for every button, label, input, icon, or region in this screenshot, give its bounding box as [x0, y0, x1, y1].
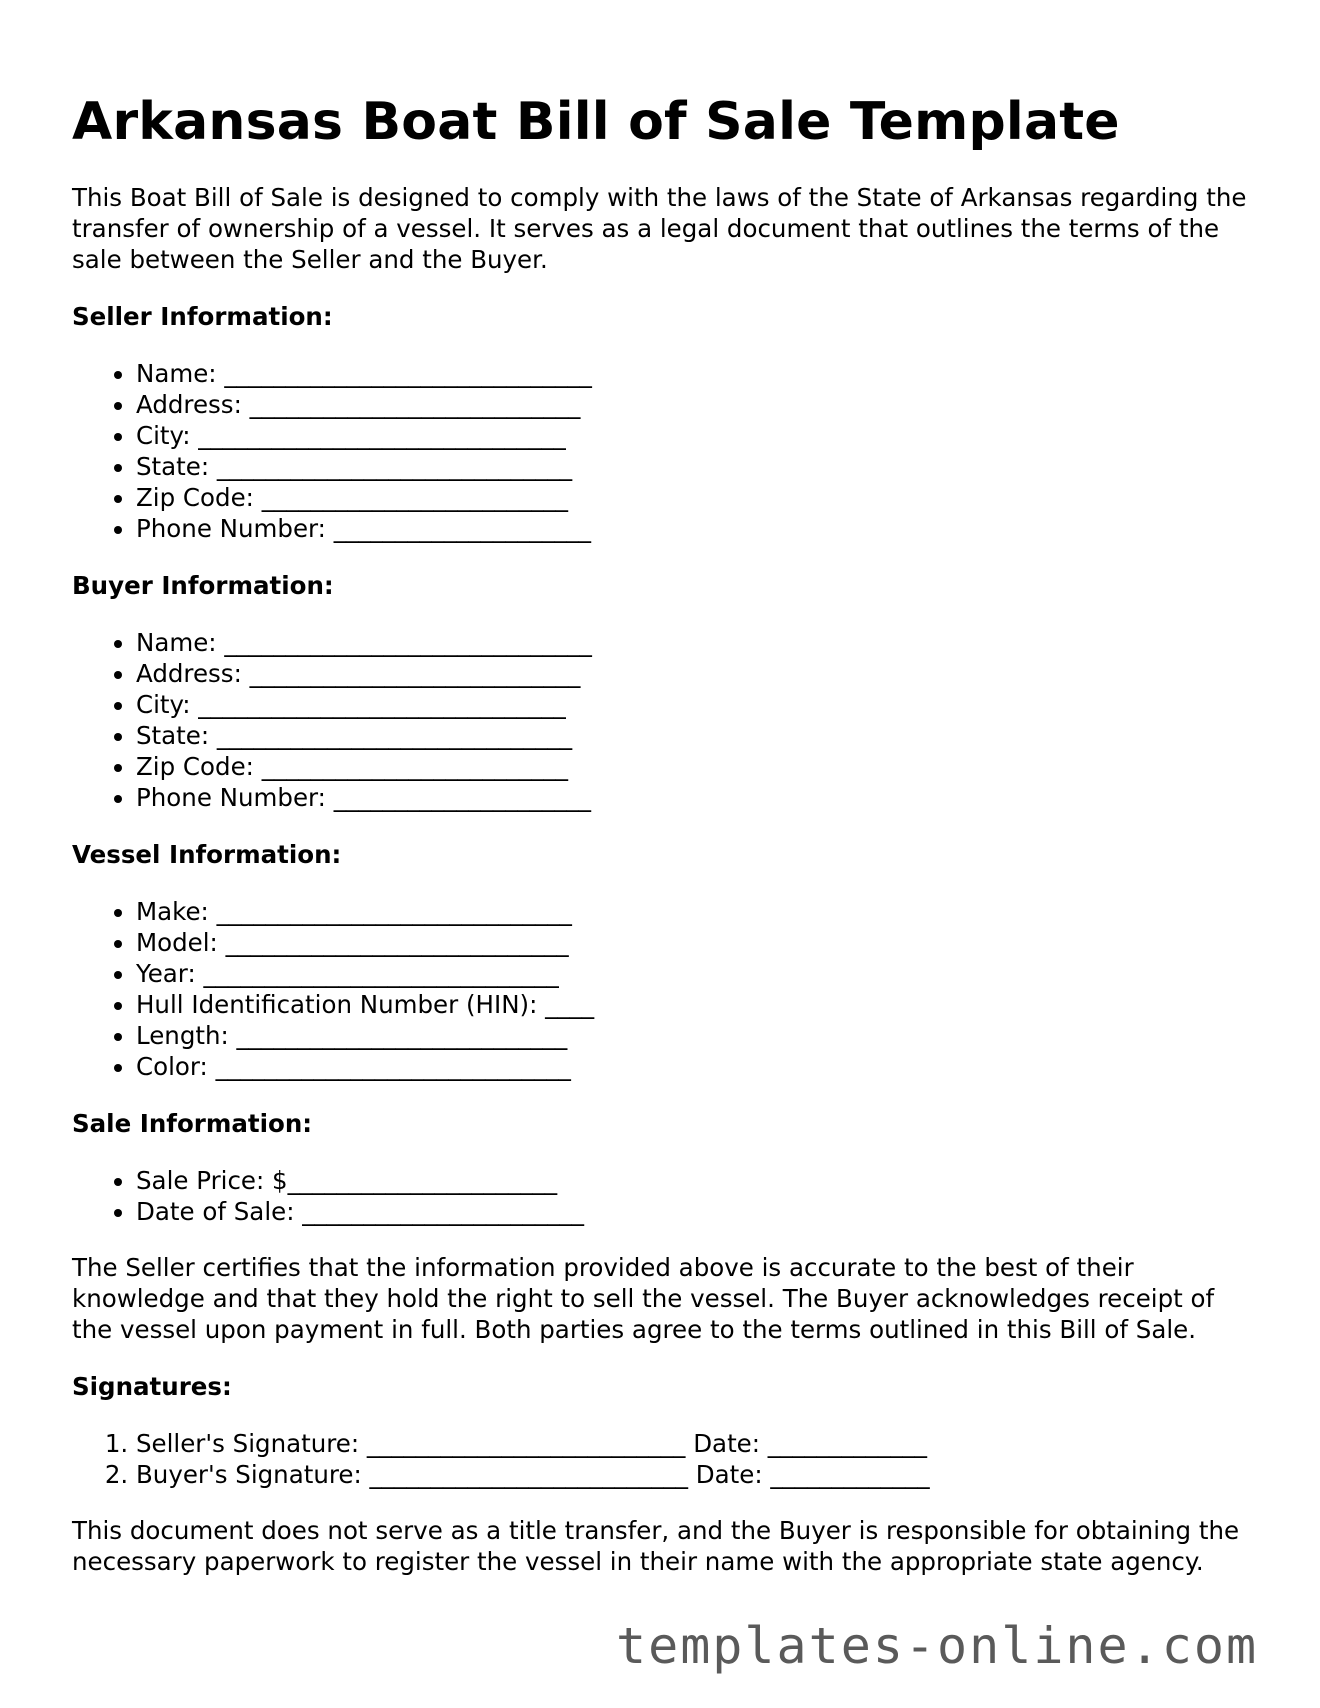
watermark-text: templates-online.com [616, 1617, 1259, 1675]
seller-city-field: • City: ______________________________ [136, 420, 1262, 451]
closing-paragraph: This document does not serve as a title transfer, and the Buyer is responsible for obtaining the necessary paperwork to register the vessel in their name with the appropriate state agency. [72, 1516, 1240, 1576]
sale-field-list [72, 1165, 1262, 1227]
buyer-name-field: • Name: ______________________________ [136, 627, 1262, 658]
buyer-state-field: • State: _____________________________ [136, 720, 1262, 751]
vessel-make-field: • Make: _____________________________ [136, 896, 1262, 927]
buyer-city-field: • City: ______________________________ [136, 689, 1262, 720]
seller-address-field: • Address: ___________________________ [136, 389, 1262, 420]
sale-date-field: • Date of Sale: _______________________ [136, 1196, 1262, 1227]
buyer-signature-line: 2. Buyer's Signature: __________________________ Date: _____________ [136, 1459, 1262, 1490]
seller-state-field: • State: _____________________________ [136, 451, 1262, 482]
signatures-section-heading: Signatures: [72, 1372, 232, 1401]
vessel-length-field: • Length: ___________________________ [136, 1020, 1262, 1051]
intro-paragraph: This Boat Bill of Sale is designed to comply with the laws of the State of Arkansas regarding the transfer of ownership of a vessel. It serves as a legal document that outlines the terms of the sale between the Seller and the Buyer. [72, 183, 1247, 274]
vessel-color-field: • Color: _____________________________ [136, 1051, 1262, 1082]
seller-section-heading: Seller Information: [72, 302, 333, 331]
page-title: Arkansas Boat Bill of Sale Template [72, 92, 1120, 152]
seller-zip-field: • Zip Code: _________________________ [136, 482, 1262, 513]
seller-field-list [72, 358, 1262, 544]
buyer-address-field: • Address: ___________________________ [136, 658, 1262, 689]
vessel-field-list [72, 896, 1262, 1082]
sale-price-field: • Sale Price: $______________________ [136, 1165, 1262, 1196]
buyer-field-list [72, 627, 1262, 813]
buyer-phone-field: • Phone Number: _____________________ [136, 782, 1262, 813]
vessel-hin-field: • Hull Identification Number (HIN): ____ [136, 989, 1262, 1020]
vessel-year-field: • Year: _____________________________ [136, 958, 1262, 989]
buyer-section-heading: Buyer Information: [72, 571, 334, 600]
signature-list [72, 1428, 1262, 1490]
vessel-section-heading: Vessel Information: [72, 840, 342, 869]
seller-name-field: • Name: ______________________________ [136, 358, 1262, 389]
document-page [72, 0, 1262, 1577]
buyer-zip-field: • Zip Code: _________________________ [136, 751, 1262, 782]
seller-phone-field: • Phone Number: _____________________ [136, 513, 1262, 544]
sale-section-heading: Sale Information: [72, 1109, 313, 1138]
certification-paragraph: The Seller certifies that the information provided above is accurate to the best of their knowledge and that they hold the right to sell the vessel. The Buyer acknowledges receipt of the vessel upon payment in full. Both parties agree to the terms outlined in this Bill of Sale. [72, 1253, 1215, 1344]
vessel-model-field: • Model: ____________________________ [136, 927, 1262, 958]
seller-signature-line: 1. Seller's Signature: __________________________ Date: _____________ [136, 1428, 1262, 1459]
